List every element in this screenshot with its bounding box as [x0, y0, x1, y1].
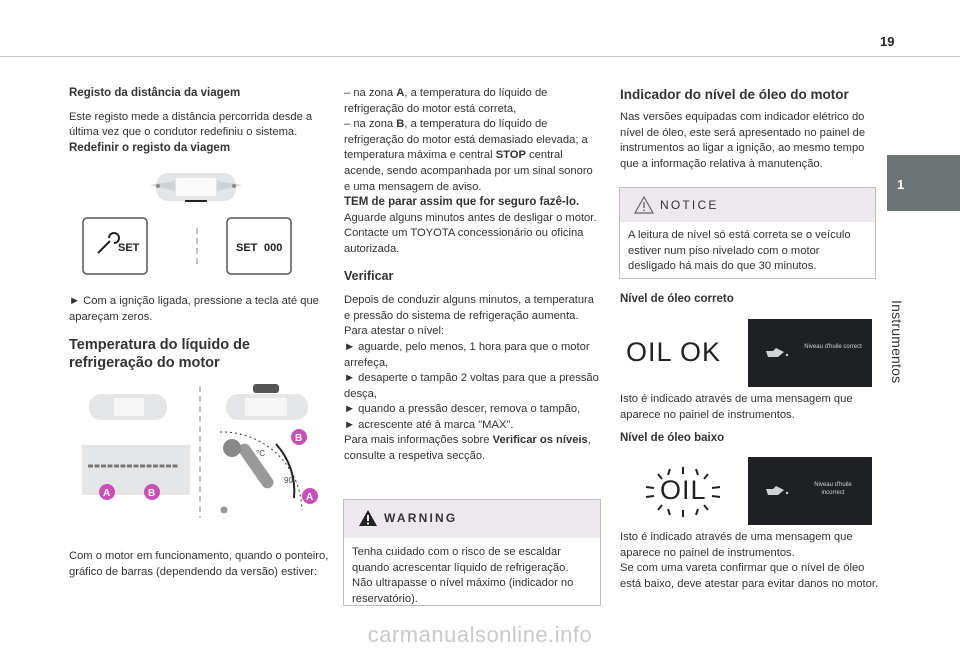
wait-text: Aguarde alguns minutos antes de desligar o motor.	[344, 211, 597, 224]
coolant-heading: Temperatura do líquido de refrigeração do motor	[69, 337, 250, 372]
column-1	[69, 86, 329, 156]
trip-reset-illustration	[80, 165, 320, 280]
check-text: Depois de conduzir alguns minutos, a temperatura e pressão do sistema de refrigeração aumenta.	[344, 294, 594, 322]
watermark: carmanualsonline.info	[367, 622, 593, 647]
oil-can-icon	[764, 345, 790, 359]
notice-text: A leitura de nível só está correta se o veículo estiver num piso nivelado com o motor desligado há mais do que 30 minutos.	[628, 229, 851, 273]
warning-box	[343, 499, 601, 606]
oil-low-heading: Nível de óleo baixo	[620, 432, 725, 445]
topup-step-2: ► desaperte o tampão 2 voltas para que a pressão desça,	[344, 372, 599, 400]
oil-ok-text: OIL OK	[626, 337, 722, 367]
oil-low-display	[620, 457, 872, 525]
notice-box	[619, 187, 876, 279]
oil-low-text: OIL	[660, 475, 707, 505]
check-heading: Verificar	[344, 268, 394, 283]
zone-a-badge-bar: A	[103, 488, 111, 499]
trip-heading: Registo da distância da viagem	[69, 87, 241, 99]
stop-instruction: TEM de parar assim que for seguro fazê-lo.	[344, 196, 580, 209]
zone-a-text: – na zona A, a temperatura do líquido de refrigeração do motor está correta,	[344, 87, 548, 115]
notice-title: NOTICE	[660, 198, 719, 212]
topup-step-3: ► quando a pressão descer, remova o tampão,	[344, 403, 581, 416]
warning-title: WARNING	[384, 511, 458, 525]
gauge-unit-label: °C	[256, 449, 265, 458]
set-button-label: SET	[118, 242, 140, 254]
notice-header	[620, 188, 875, 222]
notice-icon	[634, 196, 654, 214]
oil-low-text-block	[620, 530, 882, 592]
set-display-label: SET	[236, 242, 258, 254]
zone-b-badge-gauge: B	[295, 433, 303, 444]
contact-text: Contacte um TOYOTA concessionário ou oficina autorizada.	[344, 227, 584, 255]
coolant-gauge-illustration	[80, 378, 325, 528]
oil-low-message: Niveau d'huile incorrect	[814, 482, 852, 496]
warning-text: Tenha cuidado com o risco de se escaldar quando acrescentar líquido de refrigeração. Não ultrapasse o nível máximo (indicador no reservatório).	[352, 546, 574, 605]
column-2	[344, 86, 602, 465]
column-1-lower	[69, 294, 331, 372]
column-3	[620, 86, 882, 172]
reset-heading: Redefinir o registo da viagem	[69, 141, 231, 154]
oil-correct-heading: Nível de óleo correto	[620, 293, 734, 305]
oil-ok-message: Niveau d'huile correct	[804, 344, 862, 350]
section-tab[interactable]	[887, 155, 960, 211]
section-label: Instrumentos	[889, 300, 905, 384]
page-number: 19	[880, 34, 895, 49]
trip-paragraph: Este registo mede a distância percorrida desde a última vez que o condutor redefiniu o sistema.	[69, 110, 313, 139]
topup-step-4: ► acrescente até à marca "MAX".	[344, 418, 514, 431]
gauge-90-label: 90	[284, 476, 293, 485]
coolant-paragraph: Com o motor em funcionamento, quando o ponteiro, gráfico de barras (dependendo da versão) estiver:	[69, 550, 329, 578]
more-info-text: Para mais informações sobre Verificar os níveis, consulte a respetiva secção.	[344, 434, 591, 463]
oil-correct-text: Isto é indicado através de uma mensagem que aparece no painel de instrumentos. Nível de óleo baixo	[620, 392, 882, 447]
zone-a-badge-gauge: A	[306, 492, 314, 503]
top-divider	[0, 56, 960, 57]
oil-indicator-heading: Indicador do nível de óleo do motor	[620, 87, 849, 102]
topup-step-1: ► aguarde, pelo menos, 1 hora para que o motor arrefeça,	[344, 340, 590, 369]
oil-low-text-1: Isto é indicado através de uma mensagem que aparece no painel de instrumentos.	[620, 531, 853, 559]
topup-intro: Para atestar o nível:	[344, 325, 445, 338]
oil-low-text-2: Se com uma vareta confirmar que o nível de óleo está baixo, deve atestar para evitar danos no motor.	[620, 562, 879, 590]
warning-header	[344, 500, 600, 538]
zone-b-badge-bar: B	[148, 488, 156, 499]
oil-indicator-intro: Nas versões equipadas com indicador elétrico do nível de óleo, este será apresentado no painel de instrumentos ao ligar a ignição, ao mesmo tempo que a informação relativa à manutenção.	[620, 111, 866, 170]
zone-b-text: – na zona B, a temperatura do líquido de refrigeração do motor está demasiado elevada; a temperatura máxima e central STOP central acende, sendo acompanhada por um sinal sonoro e uma mensagem de aviso.	[344, 118, 593, 193]
section-tab-number: 1	[897, 177, 905, 192]
oil-can-icon-low	[764, 483, 790, 497]
ignition-instruction: ► Com a ignição ligada, pressione a tecla até que apareçam zeros.	[69, 295, 319, 323]
oil-ok-display	[620, 319, 872, 387]
warning-icon	[358, 509, 378, 527]
set-display-value: 000	[264, 242, 283, 254]
